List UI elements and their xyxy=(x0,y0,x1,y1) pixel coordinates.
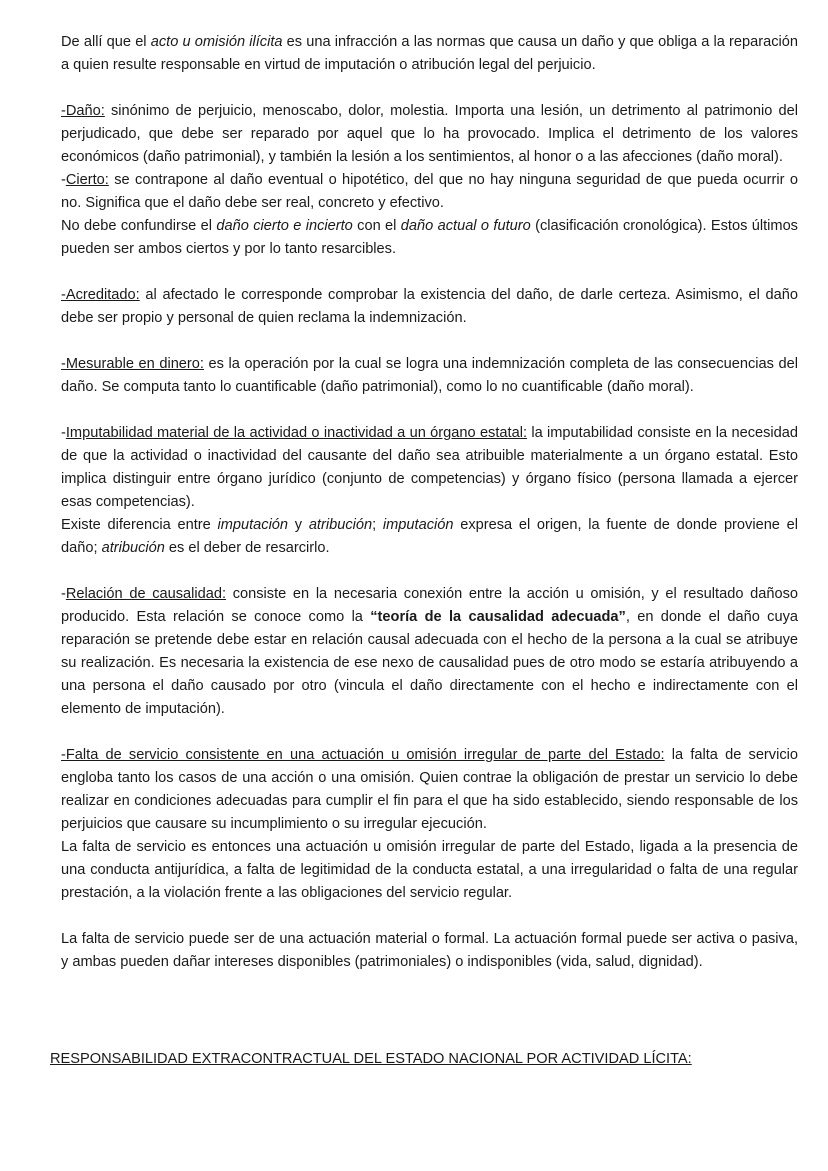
paragraph-gap xyxy=(61,330,798,353)
text-run: se contrapone al daño eventual o hipotético, del que no hay ninguna seguridad de que pueda ocurrir o no. Significa que el daño debe ser real, concreto y efectivo. xyxy=(61,172,798,211)
text-run: y xyxy=(288,517,309,533)
paragraph-gap xyxy=(61,905,798,928)
text-run: ; xyxy=(372,517,383,533)
bold-term: “teoría de la causalidad adecuada” xyxy=(370,609,626,625)
italic-term: atribución xyxy=(308,517,373,533)
confundirse-paragraph xyxy=(61,215,798,261)
intro-paragraph xyxy=(61,31,798,77)
diferencia-paragraph xyxy=(61,514,798,560)
italic-term: daño actual o futuro xyxy=(400,218,531,234)
dano-paragraph xyxy=(61,100,798,169)
section-heading: RESPONSABILIDAD EXTRACONTRACTUAL DEL ESTADO NACIONAL POR ACTIVIDAD LÍCITA: xyxy=(50,1051,692,1067)
paragraph-gap xyxy=(61,560,798,583)
document-body xyxy=(61,31,798,974)
falta2-paragraph: La falta de servicio es entonces una actuación u omisión irregular de parte del Estado, ligada a la presencia de una conducta antijurídica, a falta de legitimidad de la conducta estatal, a una irregularidad o falta de una regular prestación, a la violación frente a las obligaciones del servicio regular. xyxy=(61,839,798,901)
paragraph-gap xyxy=(61,77,798,100)
text-run: la imputabilidad consiste en la necesidad de que la actividad o inactividad del causante del daño sea atribuible materialmente a un órgano estatal. Esto implica distinguir entre órgano jurídico (conjunto de competencias) y órgano físico (persona llamada a ejercer esas competencias). xyxy=(61,425,798,510)
acreditado-paragraph xyxy=(61,284,798,330)
imputabilidad-paragraph xyxy=(61,422,798,514)
term-relacion: Relación de causalidad: xyxy=(65,586,227,602)
italic-term: acto u omisión ilícita xyxy=(150,34,283,50)
paragraph-gap xyxy=(61,399,798,422)
term-dano: -Daño: xyxy=(61,103,105,119)
text-run: - xyxy=(61,172,66,188)
text-run: al afectado le corresponde comprobar la existencia del daño, de darle certeza. Asimismo, el daño debe ser propio y personal de quien reclama la indemnización. xyxy=(61,287,798,326)
text-run: No debe confundirse el xyxy=(61,218,217,234)
text-run: expresa el origen, la fuente de donde proviene el daño; xyxy=(61,517,799,556)
term-imputabilidad: Imputabilidad material de la actividad o inactividad a un órgano estatal: xyxy=(65,425,527,441)
text-run: con el xyxy=(352,218,401,234)
text-run: consiste en la necesaria conexión entre la acción u omisión, y el resultado dañoso producido. Esta relación se conoce como la xyxy=(61,586,798,625)
paragraph-gap xyxy=(61,721,798,744)
italic-term: imputación xyxy=(217,517,289,533)
term-mesurable: -Mesurable en dinero: xyxy=(61,356,204,372)
italic-term: imputación xyxy=(382,517,454,533)
text-run: es una infracción a las normas que causa un daño y que obliga a la reparación a quien resulte responsable en virtud de imputación o atribución legal del perjuicio. xyxy=(61,34,798,73)
italic-term: atribución xyxy=(101,540,165,556)
paragraph-gap xyxy=(61,261,798,284)
text-run: (clasificación cronológica). Estos últimos pueden ser ambos ciertos y por lo tanto resarcibles. xyxy=(61,218,798,257)
text-run: es la operación por la cual se logra una indemnización completa de las consecuencias del daño. Se computa tanto lo cuantificable (daño patrimonial), como lo no cuantificable (daño moral). xyxy=(61,356,798,395)
text-run: Existe diferencia entre xyxy=(61,517,218,533)
falta3-paragraph: La falta de servicio puede ser de una actuación material o formal. La actuación formal puede ser activa o pasiva, y ambas pueden dañar intereses disponibles (patrimoniales) o indisponibles (vida, salud, dignidad). xyxy=(61,931,798,970)
text-run: De allí que el xyxy=(61,34,151,50)
text-run: , en donde el daño cuya reparación se pretende debe estar en relación causal adecuada con el hecho de la persona a la cual se atribuye su realización. Es necesaria la existencia de ese nexo de causalidad pues de otro modo se estaría atribuyendo a una persona el daño causado por otro (vincula el daño directamente con el hecho e indirectamente con el elemento de imputación). xyxy=(61,609,798,717)
term-cierto: Cierto: xyxy=(65,172,109,188)
text-run: - xyxy=(61,425,66,441)
term-acreditado: -Acreditado: xyxy=(61,287,140,303)
italic-term: daño cierto e incierto xyxy=(216,218,353,234)
cierto-paragraph xyxy=(61,169,798,215)
mesurable-paragraph xyxy=(61,353,798,399)
relacion-paragraph xyxy=(61,583,798,721)
text-run: es el deber de resarcirlo. xyxy=(164,540,330,556)
falta-paragraph xyxy=(61,744,798,836)
text-run: - xyxy=(61,586,66,602)
text-run: sinónimo de perjuicio, menoscabo, dolor, molestia. Importa una lesión, un detrimento al patrimonio del perjudicado, que debe ser reparado por aquel que lo ha provocado. Implica el detrimento de los valores económicos (daño patrimonial), y también la lesión a los sentimientos, al honor o a las afecciones (daño moral). xyxy=(61,103,798,165)
term-falta: -Falta de servicio consistente en una actuación u omisión irregular de parte del Estado: xyxy=(61,747,665,763)
text-run: la falta de servicio engloba tanto los casos de una acción o una omisión. Quien contrae la obligación de prestar un servicio lo debe realizar en condiciones adecuadas para cumplir el fin para el que ha sido establecido, siendo responsable de los perjuicios que causare su incumplimiento o su irregular ejecución. xyxy=(61,747,798,832)
